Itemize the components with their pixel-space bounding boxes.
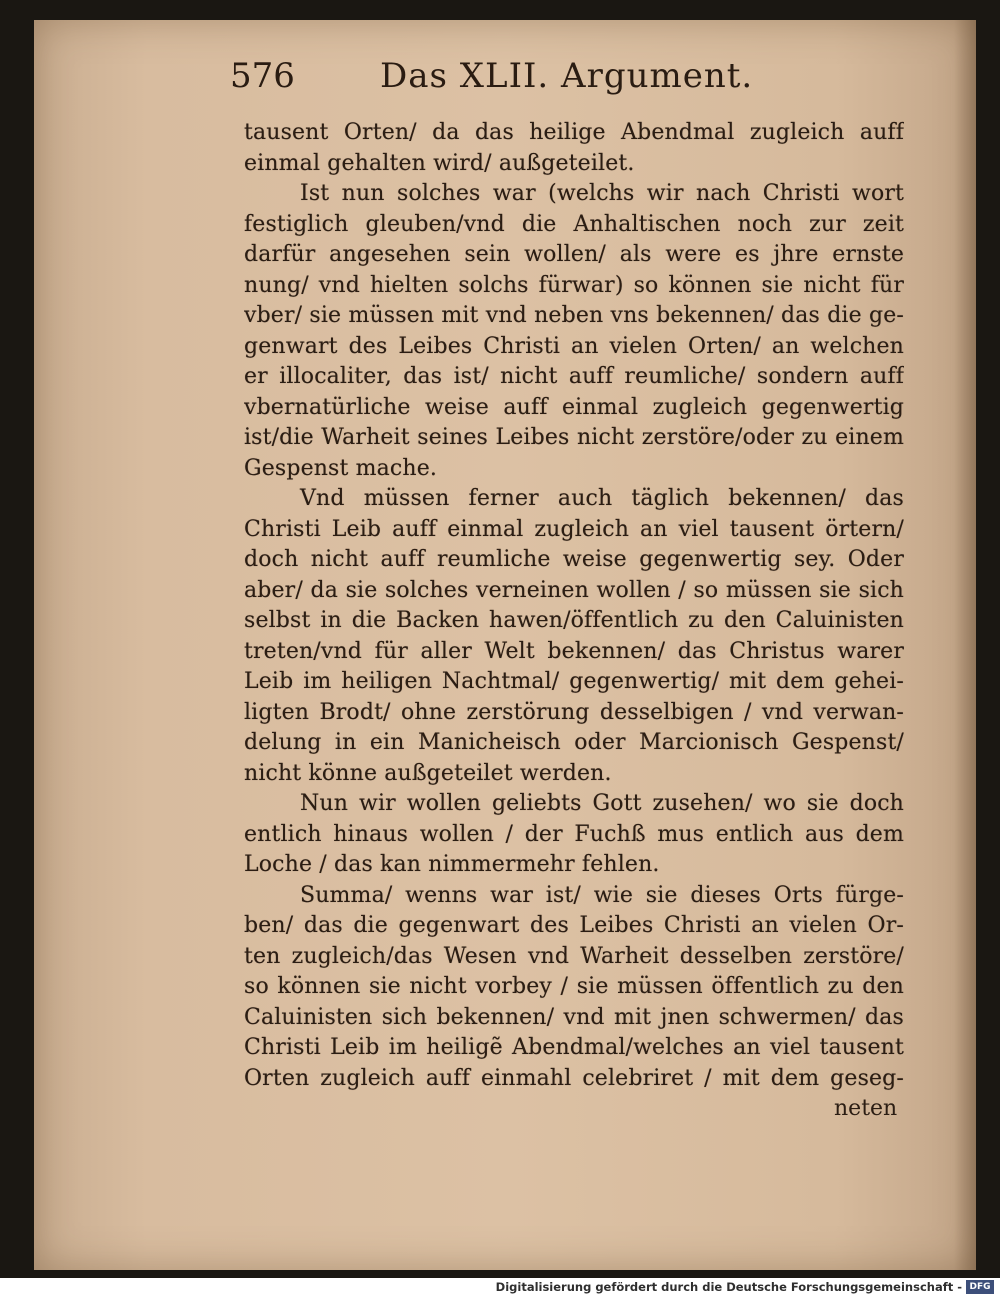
text-line: so können sie nicht vorbey / sie müssen öffentlich zu den	[244, 974, 904, 999]
text-line: Loche / das kan nimmermehr fehlen.	[244, 852, 660, 877]
text-line: treten/vnd für aller Welt bekennen/ das Christus warer	[244, 638, 904, 664]
text-line: Christi Leib im heiligẽ Abendmal/welches an viel tausent	[244, 1035, 904, 1060]
page-number: 576	[230, 56, 295, 96]
text-line: vbernatürliche weise auff einmal zugleich gegenwertig	[244, 394, 904, 420]
catchword: neten	[834, 1096, 898, 1121]
text-line: delung in ein Manicheisch oder Marcionisch Gespenst/	[244, 730, 904, 755]
text-line: er illocaliter, das ist/ nicht auff reumliche/ sondern auff	[244, 364, 904, 389]
text-line: einmal gehalten wird/ außgeteilet.	[244, 150, 635, 176]
text-line: aber/ da sie solches verneinen wollen / so müssen sie sich	[244, 577, 904, 603]
text-line: ben/ das die gegenwart des Leibes Christi an vielen Or-	[244, 913, 904, 938]
text-line: Nun wir wollen geliebts Gott zusehen/ wo sie doch	[300, 791, 904, 816]
text-line: selbst in die Backen hawen/öffentlich zu den Caluinisten	[244, 608, 904, 633]
dfg-logo: DFG	[966, 1280, 994, 1294]
text-line: Vnd müssen ferner auch täglich bekennen/ das	[300, 486, 904, 511]
text-line: nicht könne außgeteilet werden.	[244, 760, 612, 786]
text-line: Orten zugleich auff einmahl celebriret / mit dem geseg-	[244, 1065, 904, 1091]
body-text	[244, 118, 904, 1094]
text-line: tausent Orten/ da das heilige Abendmal zugleich auff	[244, 120, 904, 145]
funding-credit: Digitalisierung gefördert durch die Deutsche Forschungsgemeinschaft -	[495, 1280, 962, 1294]
text-line: Leib im heiligen Nachtmal/ gegenwertig/ mit dem gehei-	[244, 669, 904, 694]
text-line: nung/ vnd hielten solchs fürwar) so können sie nicht für	[244, 272, 904, 298]
running-head: Das XLII. Argument.	[380, 56, 754, 96]
text-line: Gespenst mache.	[244, 455, 438, 481]
text-line: Christi Leib auff einmal zugleich an viel tausent örtern/	[244, 516, 904, 542]
page-header	[230, 52, 790, 100]
text-line: entlich hinaus wollen / der Fuchß mus entlich aus dem	[244, 821, 904, 847]
text-line: festiglich gleuben/vnd die Anhaltischen noch zur zeit	[244, 211, 904, 237]
text-line: genwart des Leibes Christi an vielen Orten/ an welchen	[244, 333, 904, 359]
text-line: darfür angesehen sein wollen/ als were es jhre ernste	[244, 242, 904, 267]
text-line: doch nicht auff reumliche weise gegenwertig sey. Oder	[244, 547, 904, 572]
footer-bar	[0, 1278, 1000, 1298]
text-line: ligten Brodt/ ohne zerstörung desselbigen / vnd verwan-	[244, 699, 904, 725]
text-line: ist/die Warheit seines Leibes nicht zerstöre/oder zu einem	[244, 425, 904, 450]
text-line: Summa/ wenns war ist/ wie sie dieses Orts fürge-	[300, 882, 904, 908]
page-edge-shadow	[954, 20, 976, 1270]
text-line: Caluinisten sich bekennen/ vnd mit jnen schwermen/ das	[244, 1004, 904, 1030]
text-line: ten zugleich/das Wesen vnd Warheit desselben zerstöre/	[244, 943, 904, 969]
text-line: Ist nun solches war (welchs wir nach Christi wort	[300, 181, 904, 206]
text-line: vber/ sie müssen mit vnd neben vns bekennen/ das die ge-	[244, 303, 904, 328]
